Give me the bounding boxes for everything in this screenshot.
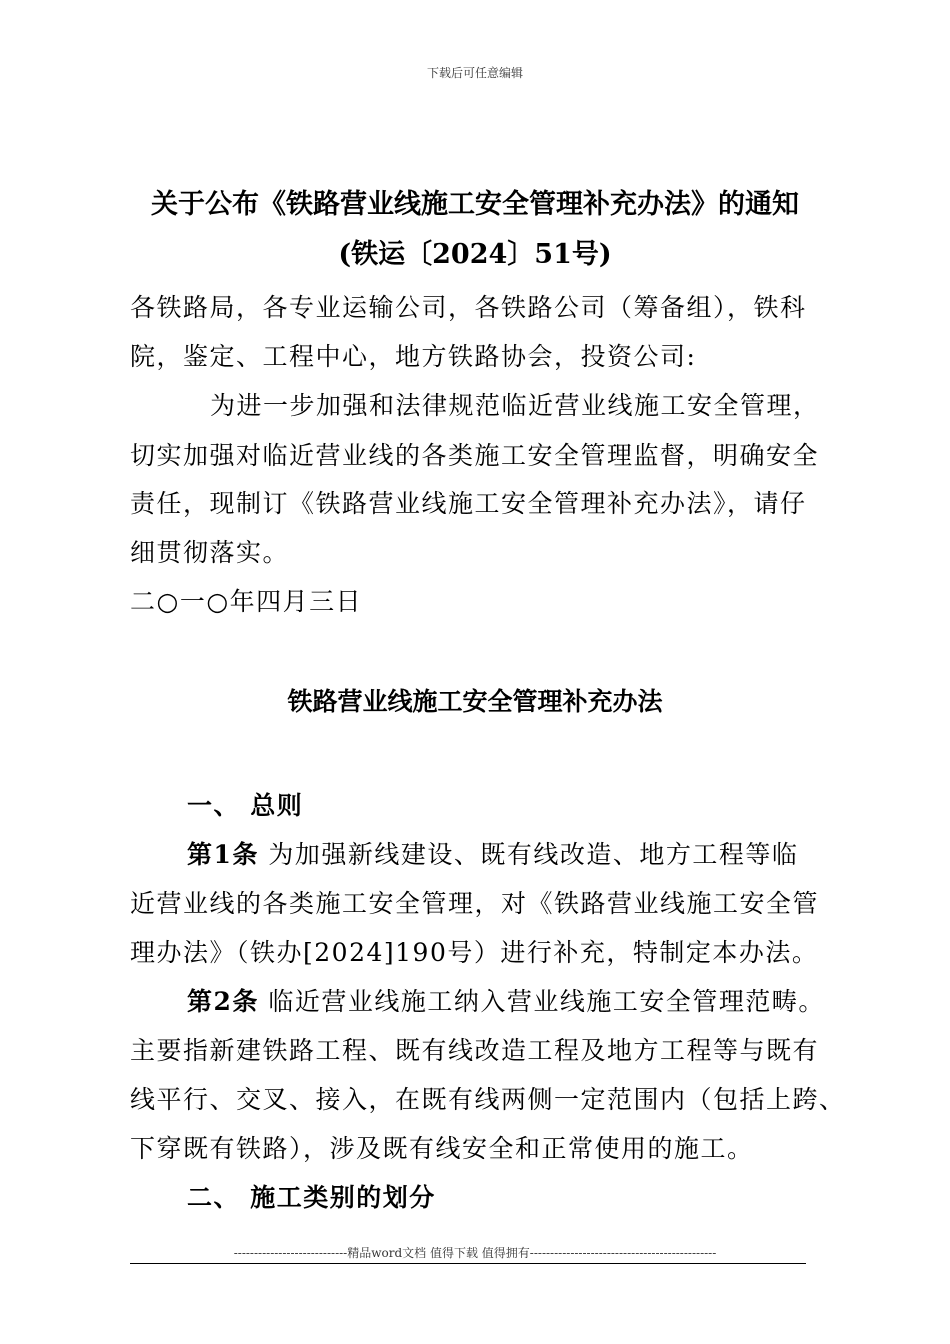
notice-document-number: (铁运〔2024〕51号) (338, 239, 612, 270)
article-2-text: 临近营业线施工纳入营业线施工安全管理范畴。 (258, 987, 825, 1016)
article-2-line-4: 下穿既有铁路），涉及既有线安全和正常使用的施工。 (130, 1134, 754, 1163)
footer-divider (130, 1263, 806, 1264)
article-2-line-3: 线平行、交叉、接入，在既有线两侧一定范围内（包括上跨、 (130, 1085, 846, 1114)
notice-title: 关于公布《铁路营业线施工安全管理补充办法》的通知 (151, 189, 799, 220)
notice-date: 二○一○年四月三日 (130, 587, 363, 616)
page-footer-note: ----------------------------精品word文档 值得下载 值得拥有---------------------------------------------- (233, 1246, 717, 1260)
article-2-line-2: 主要指新建铁路工程、既有线改造工程及地方工程等与既有 (130, 1036, 820, 1065)
page-header-note: 下载后可任意编辑 (426, 66, 523, 80)
article-2-line-1 (187, 982, 825, 1018)
recipients-line-1: 各铁路局，各专业运输公司，各铁路公司（筹备组），铁科 (130, 293, 807, 322)
article-2-label: 第2条 (187, 987, 259, 1016)
article-1-label: 第1条 (187, 840, 259, 869)
measures-title: 铁路营业线施工安全管理补充办法 (287, 687, 663, 716)
article-1-line-3: 理办法》（铁办[2024]190号）进行补充，特制定本办法。 (130, 938, 819, 967)
notice-body-line-4: 细贯彻落实。 (130, 538, 290, 567)
recipients-line-2: 院，鉴定、工程中心，地方铁路协会，投资公司: (130, 342, 697, 371)
article-1-line-1 (187, 835, 798, 871)
article-1-line-2: 近营业线的各类施工安全管理，对《铁路营业线施工安全管 (130, 889, 820, 918)
chapter-heading-classification: 二、 施工类别的划分 (187, 1183, 436, 1212)
notice-body-line-1: 为进一步加强和法律规范临近营业线施工安全管理， (210, 391, 820, 420)
notice-body-line-2: 切实加强对临近营业线的各类施工安全管理监督，明确安全 (130, 441, 820, 470)
chapter-heading-general: 一、 总则 (187, 791, 304, 820)
article-1-text: 为加强新线建设、既有线改造、地方工程等临 (258, 840, 799, 869)
notice-body-line-3: 责任，现制订《铁路营业线施工安全管理补充办法》，请仔 (130, 489, 807, 518)
